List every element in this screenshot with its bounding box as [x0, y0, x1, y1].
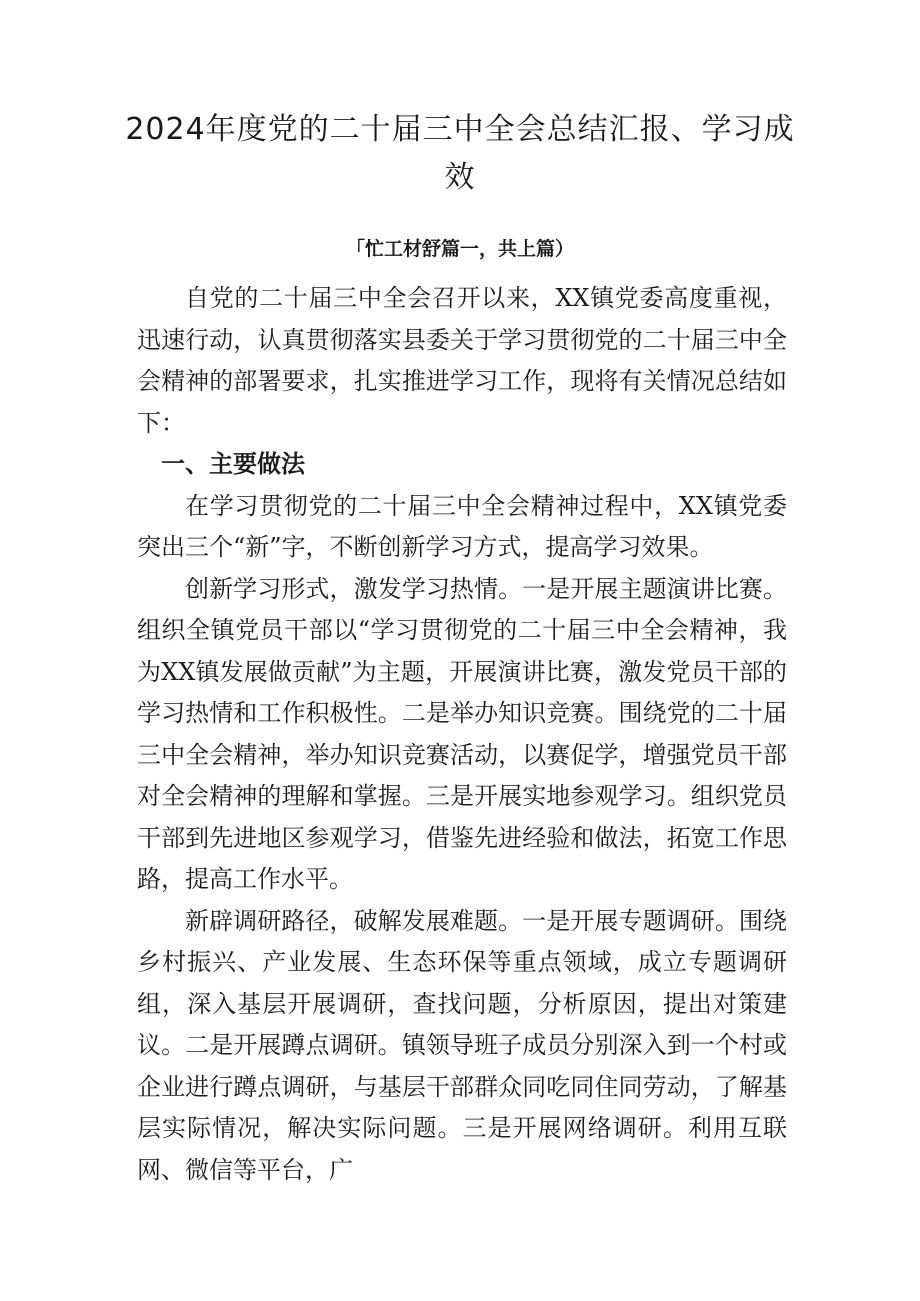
document-title: 2024年度党的二十届三中全会总结汇报、学习成效	[125, 112, 795, 195]
paragraph-research-paths: 新辟调研路径，破解发展难题。一是开展专题调研。围绕乡村振兴、产业发展、生态环保等重点领域，成立专题调研组，深入基层开展调研，查找问题，分析原因，提出对策建议。二是开展蹲点调研。镇领导班子成员分别深入到一个村或企业进行蹲点调研，与基层干部群众同吃同住同劳动，了解基层实际情况，解决实际问题。三是开展网络调研。利用互联网、微信等平台，广	[137, 906, 787, 1184]
paragraph-learning-forms: 创新学习形式，激发学习热情。一是开展主题演讲比赛。组织全镇党员干部以“学习贯彻党的二十届三中全会精神，我为XX镇发展做贡献”为主题，开展演讲比赛，激发党员干部的学习热情和工作积极性。二是举办知识竞赛。围绕党的二十届三中全会精神，举办知识竞赛活动，以赛促学，增强党员干部对全会精神的理解和掌握。三是开展实地参观学习。组织党员干部到先进地区参观学习，借鉴先进经验和做法，拓宽工作思路，提高工作水平。	[137, 574, 787, 893]
paragraph-overview: 在学习贯彻党的二十届三中全会精神过程中，XX镇党委突出三个“新”字，不断创新学习方式，提高学习效果。	[137, 491, 787, 561]
paragraph-intro: 自党的二十届三中全会召开以来，XX镇党委高度重视，迅速行动，认真贯彻落实县委关于学习贯彻党的二十届三中全会精神的部署要求，扎实推进学习工作，现将有关情况总结如下：	[137, 284, 787, 437]
section-heading-main-practices: 一、主要做法	[161, 450, 305, 478]
document-body	[137, 278, 787, 1191]
document-subtitle: 「忙工材舒篇一，共上篇）	[345, 238, 574, 260]
